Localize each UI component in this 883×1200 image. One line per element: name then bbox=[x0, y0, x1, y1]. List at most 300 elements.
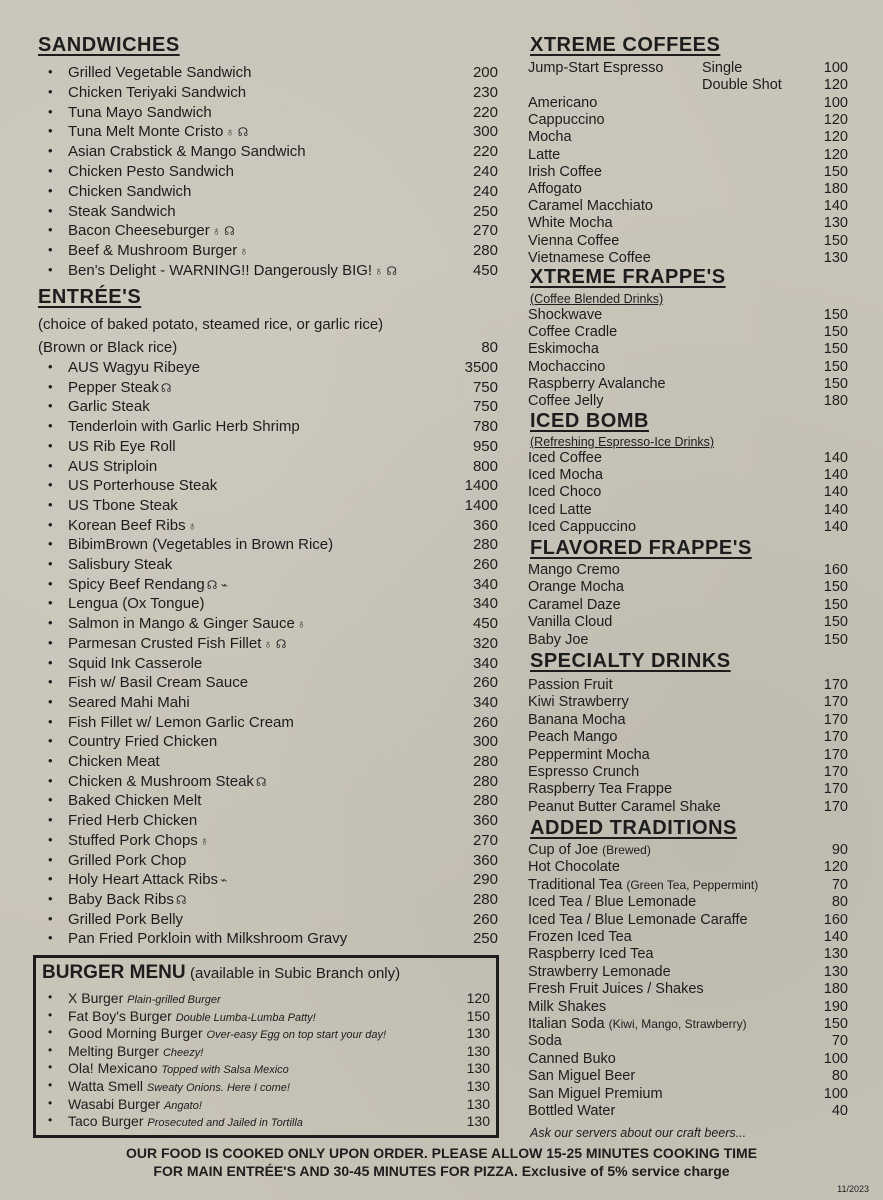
drink-note: (Brewed) bbox=[602, 843, 651, 857]
drink-item-row bbox=[528, 307, 848, 324]
item-name-text: Grilled Pork Belly bbox=[68, 910, 184, 928]
drink-item-row bbox=[528, 129, 848, 146]
item-price: 220 bbox=[472, 103, 498, 121]
drink-name-text: Latte bbox=[528, 146, 561, 163]
drink-item-row bbox=[528, 1103, 848, 1120]
espresso-double-price: 120 bbox=[823, 77, 848, 93]
drink-name-text: Shockwave bbox=[528, 307, 603, 323]
drink-name-text: Espresso Crunch bbox=[528, 764, 640, 780]
drink-price: 170 bbox=[823, 746, 848, 763]
bullet-icon: • bbox=[48, 1060, 53, 1075]
bullet-icon: • bbox=[48, 634, 53, 650]
bullet-icon: • bbox=[48, 1113, 53, 1128]
item-price: 280 bbox=[472, 536, 498, 554]
item-price: 340 bbox=[472, 654, 498, 672]
bullet-icon: • bbox=[48, 1042, 53, 1057]
drink-name-text: Iced Latte bbox=[528, 501, 592, 518]
entrees-rice-note: (Brown or Black rice) bbox=[38, 339, 178, 356]
item-name-text: Bacon Cheeseburger bbox=[68, 222, 210, 240]
drink-item-row bbox=[528, 164, 848, 181]
drink-item-row bbox=[528, 912, 848, 929]
item-price: 250 bbox=[472, 930, 498, 948]
drink-name bbox=[528, 484, 601, 500]
drink-item-row bbox=[528, 95, 848, 112]
item-name bbox=[68, 438, 176, 455]
item-name bbox=[68, 930, 347, 947]
drink-item-row bbox=[528, 1051, 848, 1068]
drink-price: 150 bbox=[823, 232, 848, 249]
item-name bbox=[68, 222, 235, 239]
drink-name-text: White Mocha bbox=[528, 215, 613, 232]
item-name-text: Baby Back Ribs bbox=[68, 890, 174, 908]
menu-item-row bbox=[36, 655, 498, 675]
item-price: 270 bbox=[472, 831, 498, 849]
drink-name bbox=[528, 981, 704, 997]
drink-name-text: Vanilla Cloud bbox=[528, 614, 613, 631]
bullet-icon: • bbox=[48, 242, 53, 258]
drink-item-row bbox=[528, 929, 848, 946]
footer-notice bbox=[0, 1144, 883, 1180]
menu-item-row bbox=[36, 497, 498, 517]
drink-name bbox=[528, 929, 632, 945]
burger-name bbox=[68, 1043, 203, 1059]
item-name-text: Pan Fried Porkloin with Milkshroom Gravy bbox=[68, 930, 348, 948]
bullet-icon: • bbox=[48, 831, 53, 847]
item-name bbox=[68, 64, 251, 81]
item-name bbox=[68, 792, 201, 809]
bullet-icon: • bbox=[48, 595, 53, 611]
item-name-text: US Tbone Steak bbox=[68, 496, 178, 514]
item-price: 320 bbox=[472, 634, 498, 652]
bullet-icon: • bbox=[48, 1007, 53, 1022]
item-name-text: Chicken Pesto Sandwich bbox=[68, 163, 234, 180]
item-name-text: Beef & Mushroom Burger bbox=[68, 242, 238, 260]
drink-name bbox=[528, 894, 696, 910]
menu-item-row bbox=[36, 398, 498, 418]
drink-item-row bbox=[528, 597, 848, 614]
drink-name-text: Mochaccino bbox=[528, 358, 606, 375]
burger-price: 130 bbox=[466, 1078, 490, 1094]
item-name-text: Pepper Steak bbox=[68, 378, 159, 396]
burger-desc: Prosecuted and Jailed in Tortilla bbox=[147, 1117, 303, 1130]
drink-price: 130 bbox=[823, 963, 848, 980]
drink-price: 100 bbox=[823, 1050, 848, 1067]
burger-desc: Double Lumba-Lumba Patty! bbox=[175, 1011, 316, 1024]
menu-item-row bbox=[36, 183, 498, 203]
burger-item-row bbox=[36, 1043, 496, 1060]
drink-price: 140 bbox=[823, 198, 848, 215]
menu-item-row bbox=[36, 458, 498, 478]
item-name-text: Grilled Vegetable Sandwich bbox=[68, 64, 252, 81]
drink-item-row bbox=[528, 250, 848, 267]
item-name bbox=[68, 477, 217, 494]
bullet-icon: • bbox=[48, 182, 53, 198]
menu-item-row bbox=[36, 733, 498, 753]
menu-item-row bbox=[36, 536, 498, 556]
drink-price: 140 bbox=[823, 518, 848, 535]
drink-name-text: Banana Mocha bbox=[528, 711, 626, 728]
drink-name-text: Italian Soda bbox=[528, 1016, 605, 1032]
burger-price: 120 bbox=[466, 990, 490, 1006]
bullet-icon: • bbox=[48, 202, 53, 218]
item-name-text: Salisbury Steak bbox=[68, 556, 173, 573]
drink-price: 80 bbox=[831, 1068, 848, 1085]
drink-name-text: Caramel Macchiato bbox=[528, 198, 653, 215]
burger-desc: Angato! bbox=[163, 1099, 202, 1112]
drink-item-row bbox=[528, 562, 848, 579]
drink-item-row bbox=[528, 1033, 848, 1050]
drink-name bbox=[528, 502, 592, 518]
drink-name-text: Iced Tea / Blue Lemonade bbox=[528, 894, 697, 911]
craft-beer-note: Ask our servers about our craft beers... bbox=[530, 1126, 747, 1140]
drink-item-row bbox=[528, 233, 848, 250]
burger-price: 130 bbox=[466, 1025, 490, 1042]
drink-item-row bbox=[528, 519, 848, 536]
drink-name bbox=[528, 307, 602, 323]
drink-name-text: Passion Fruit bbox=[528, 677, 613, 693]
item-name-text: Parmesan Crusted Fish Fillet bbox=[68, 634, 262, 652]
drink-price: 90 bbox=[831, 842, 848, 858]
drink-item-row bbox=[528, 502, 848, 519]
drink-price: 120 bbox=[823, 112, 848, 129]
drink-item-row bbox=[528, 376, 848, 393]
drink-item-row bbox=[528, 215, 848, 232]
drink-price: 140 bbox=[823, 467, 848, 484]
drink-name bbox=[528, 147, 560, 163]
drink-item-row bbox=[528, 341, 848, 358]
item-name-text: Tuna Melt Monte Cristo bbox=[68, 123, 224, 141]
item-name-text: AUS Wagyu Ribeye bbox=[68, 359, 200, 376]
iced-bomb-title: ICED BOMB bbox=[530, 410, 649, 432]
drink-item-row bbox=[528, 1068, 848, 1085]
drink-item-row bbox=[528, 842, 848, 859]
item-name bbox=[68, 143, 306, 160]
item-price: 200 bbox=[472, 64, 498, 81]
drink-name bbox=[528, 215, 613, 231]
item-name bbox=[68, 753, 160, 770]
drink-price: 150 bbox=[823, 579, 848, 596]
specialty-drinks-title: SPECIALTY DRINKS bbox=[530, 650, 731, 672]
espresso-single-label: Single bbox=[702, 60, 743, 76]
item-price: 260 bbox=[472, 713, 498, 731]
menu-item-row bbox=[36, 674, 498, 694]
drink-price: 120 bbox=[823, 859, 848, 876]
item-name-text: Squid Ink Casserole bbox=[68, 654, 203, 672]
drink-name-text: Strawberry Lemonade bbox=[528, 963, 671, 980]
item-name bbox=[68, 615, 306, 632]
menu-item-row bbox=[36, 222, 498, 242]
dietary-icon: ♁ ☊ bbox=[374, 264, 398, 278]
menu-item-row bbox=[36, 871, 498, 891]
burger-item-row bbox=[36, 990, 496, 1007]
drink-price: 150 bbox=[823, 1016, 848, 1032]
bullet-icon: • bbox=[48, 556, 53, 571]
menu-item-row bbox=[36, 694, 498, 714]
drink-name bbox=[528, 181, 582, 197]
drink-name-text: Raspberry Tea Frappe bbox=[528, 781, 673, 798]
drink-name bbox=[528, 376, 666, 392]
item-price: 450 bbox=[472, 262, 498, 279]
drink-price: 170 bbox=[823, 798, 848, 815]
drink-item-row bbox=[528, 859, 848, 876]
menu-item-row bbox=[36, 930, 498, 950]
item-name-text: Asian Crabstick & Mango Sandwich bbox=[68, 143, 306, 161]
drink-name-text: Eskimocha bbox=[528, 341, 599, 358]
drink-name-text: Affogato bbox=[528, 181, 582, 197]
bullet-icon: • bbox=[48, 693, 53, 709]
menu-item-row bbox=[36, 359, 498, 379]
item-price: 340 bbox=[472, 575, 498, 593]
bullet-icon: • bbox=[48, 262, 53, 277]
item-name bbox=[68, 84, 246, 101]
drink-price: 170 bbox=[823, 694, 848, 711]
item-name bbox=[68, 359, 200, 376]
burger-item-row bbox=[36, 1060, 496, 1077]
item-name bbox=[68, 655, 202, 672]
bullet-icon: • bbox=[48, 753, 53, 768]
drink-name-text: Peanut Butter Caramel Shake bbox=[528, 798, 721, 815]
item-price: 340 bbox=[472, 693, 498, 711]
menu-item-row bbox=[36, 714, 498, 734]
dietary-icon: ☊ bbox=[160, 380, 172, 395]
bullet-icon: • bbox=[48, 457, 53, 473]
menu-item-row bbox=[36, 576, 498, 596]
menu-item-row bbox=[36, 163, 498, 183]
menu-item-row bbox=[36, 517, 498, 537]
drink-name bbox=[528, 341, 599, 357]
bullet-icon: • bbox=[48, 792, 53, 808]
drink-name-text: Coffee Cradle bbox=[528, 324, 618, 341]
item-price: 270 bbox=[472, 222, 498, 240]
burger-name bbox=[68, 1096, 202, 1112]
item-name bbox=[68, 262, 397, 279]
item-price: 750 bbox=[472, 398, 498, 416]
item-price: 800 bbox=[472, 457, 498, 475]
drink-name-text: Traditional Tea bbox=[528, 876, 623, 893]
drink-name bbox=[528, 877, 758, 893]
drink-name-text: Milk Shakes bbox=[528, 998, 607, 1015]
menu-item-row bbox=[36, 104, 498, 124]
item-name-text: Salmon in Mango & Ginger Sauce bbox=[68, 615, 295, 633]
item-price: 750 bbox=[472, 378, 498, 396]
drink-name-text: Canned Buko bbox=[528, 1050, 616, 1067]
drink-name bbox=[528, 95, 597, 111]
drink-name-text: Irish Coffee bbox=[528, 163, 602, 180]
bullet-icon: • bbox=[48, 536, 53, 552]
menu-item-row bbox=[36, 143, 498, 163]
item-name bbox=[68, 852, 186, 869]
bullet-icon: • bbox=[48, 222, 53, 238]
item-price: 1400 bbox=[464, 496, 498, 514]
espresso-single-row bbox=[528, 60, 848, 77]
item-name bbox=[68, 536, 333, 553]
item-price: 230 bbox=[472, 83, 498, 101]
item-name bbox=[68, 576, 228, 593]
menu-item-row bbox=[36, 891, 498, 911]
drink-price: 120 bbox=[823, 146, 848, 163]
bullet-icon: • bbox=[48, 654, 53, 670]
burger-price: 150 bbox=[466, 1007, 490, 1024]
bullet-icon: • bbox=[48, 733, 53, 749]
item-name bbox=[68, 123, 248, 140]
burger-desc: Plain-grilled Burger bbox=[127, 994, 221, 1006]
drink-price: 150 bbox=[823, 324, 848, 341]
item-name bbox=[68, 871, 227, 888]
menu-item-row bbox=[36, 753, 498, 773]
bullet-icon: • bbox=[48, 496, 53, 512]
drink-name-text: Coffee Jelly bbox=[528, 393, 604, 409]
footer-line-1: OUR FOOD IS COOKED ONLY UPON ORDER. PLEASE ALLOW 15-25 MINUTES COOKING TIME bbox=[125, 1145, 758, 1161]
burger-menu-box bbox=[33, 955, 499, 1138]
item-price: 260 bbox=[472, 556, 498, 573]
item-name bbox=[68, 694, 190, 711]
drink-price: 150 bbox=[823, 341, 848, 358]
drink-name bbox=[528, 799, 721, 815]
drink-name bbox=[528, 1051, 616, 1067]
bullet-icon: • bbox=[48, 64, 53, 79]
drink-price: 80 bbox=[831, 894, 848, 911]
xtreme-coffees-title: XTREME COFFEES bbox=[530, 34, 721, 56]
item-name-text: AUS Striploin bbox=[68, 457, 158, 475]
burger-name bbox=[68, 1113, 303, 1129]
drink-name-text: Iced Choco bbox=[528, 484, 602, 501]
item-price: 300 bbox=[472, 123, 498, 141]
drink-item-row bbox=[528, 147, 848, 164]
bullet-icon: • bbox=[48, 871, 53, 887]
drink-item-row bbox=[528, 964, 848, 981]
burger-name-text: Good Morning Burger bbox=[68, 1025, 203, 1042]
bullet-icon: • bbox=[48, 713, 53, 729]
item-price: 290 bbox=[472, 871, 498, 889]
item-name bbox=[68, 714, 294, 731]
drink-item-row bbox=[528, 579, 848, 596]
bullet-icon: • bbox=[48, 812, 53, 828]
drink-name-text: Hot Chocolate bbox=[528, 859, 620, 876]
bullet-icon: • bbox=[48, 143, 53, 159]
entrees-rice-price: 80 bbox=[481, 339, 498, 356]
item-name-text: Country Fried Chicken bbox=[68, 733, 218, 751]
menu-item-row bbox=[36, 773, 498, 793]
drink-item-row bbox=[528, 359, 848, 376]
drink-price: 170 bbox=[823, 764, 848, 780]
menu-item-row bbox=[36, 615, 498, 635]
drink-item-row bbox=[528, 1016, 848, 1033]
drink-item-row bbox=[528, 467, 848, 484]
dietary-icon: ♁ bbox=[296, 617, 306, 632]
drink-name bbox=[528, 1068, 635, 1084]
menu-item-row bbox=[36, 262, 498, 282]
bullet-icon: • bbox=[48, 398, 53, 414]
drink-name bbox=[528, 764, 639, 780]
menu-item-row bbox=[36, 84, 498, 104]
item-name-text: Seared Mahi Mahi bbox=[68, 693, 190, 711]
item-price: 280 bbox=[472, 890, 498, 908]
drink-note: (Kiwi, Mango, Strawberry) bbox=[608, 1017, 747, 1031]
menu-item-row bbox=[36, 477, 498, 497]
item-name-text: Baked Chicken Melt bbox=[68, 792, 202, 810]
menu-item-row bbox=[36, 595, 498, 615]
espresso-double-row bbox=[528, 77, 848, 94]
drink-name bbox=[528, 112, 605, 128]
burger-name bbox=[68, 990, 221, 1006]
drink-name bbox=[528, 164, 602, 180]
burger-desc: Topped with Salsa Mexico bbox=[161, 1064, 289, 1077]
bullet-icon: • bbox=[48, 772, 53, 788]
item-name-text: Spicy Beef Rendang bbox=[68, 575, 205, 593]
item-price: 260 bbox=[472, 910, 498, 928]
item-price: 780 bbox=[472, 418, 498, 436]
item-name bbox=[68, 183, 191, 200]
menu-item-row bbox=[36, 438, 498, 458]
drink-price: 140 bbox=[823, 484, 848, 501]
xtreme-frappes-subtitle: (Coffee Blended Drinks) bbox=[530, 292, 664, 306]
bullet-icon: • bbox=[48, 674, 53, 690]
bullet-icon: • bbox=[48, 1078, 53, 1092]
burger-price: 130 bbox=[466, 1113, 490, 1130]
item-name-text: Fried Herb Chicken bbox=[68, 812, 198, 830]
drink-name bbox=[528, 250, 651, 266]
drink-name-text: Orange Mocha bbox=[528, 579, 624, 596]
menu-date: 11/2023 bbox=[837, 1184, 869, 1194]
bullet-icon: • bbox=[48, 851, 53, 867]
item-name-text: Tenderloin with Garlic Herb Shrimp bbox=[68, 418, 300, 436]
item-name-text: US Rib Eye Roll bbox=[68, 437, 176, 455]
drink-price: 130 bbox=[823, 946, 848, 963]
burger-name bbox=[68, 1078, 290, 1094]
drink-name bbox=[528, 946, 653, 962]
bullet-icon: • bbox=[48, 615, 53, 631]
item-price: 360 bbox=[472, 516, 498, 534]
drink-item-row bbox=[528, 894, 848, 911]
drink-item-row bbox=[528, 198, 848, 215]
item-name-text: Chicken Teriyaki Sandwich bbox=[68, 83, 247, 101]
bullet-icon: • bbox=[48, 163, 53, 178]
drink-price: 100 bbox=[823, 95, 848, 111]
item-price: 950 bbox=[472, 437, 498, 455]
menu-item-row bbox=[36, 379, 498, 399]
burger-item-row bbox=[36, 1025, 496, 1042]
drink-name-text: Mocha bbox=[528, 129, 572, 146]
burger-name-text: Wasabi Burger bbox=[68, 1095, 161, 1112]
drink-price: 140 bbox=[823, 929, 848, 945]
drink-item-row bbox=[528, 712, 848, 729]
drink-name-text: Iced Mocha bbox=[528, 467, 603, 484]
entrees-title: ENTRÉE'S bbox=[38, 286, 142, 308]
item-name bbox=[68, 556, 172, 573]
drink-item-row bbox=[528, 999, 848, 1016]
item-name bbox=[68, 674, 248, 691]
burger-price: 130 bbox=[466, 1095, 490, 1112]
drink-name bbox=[528, 1016, 747, 1032]
bullet-icon: • bbox=[48, 437, 53, 453]
item-name bbox=[68, 595, 205, 612]
menu-item-row bbox=[36, 556, 498, 576]
drink-price: 150 bbox=[823, 631, 848, 648]
item-price: 3500 bbox=[464, 359, 498, 376]
iced-bomb-subtitle: (Refreshing Espresso-Ice Drinks) bbox=[530, 435, 715, 449]
espresso-single-price: 100 bbox=[823, 60, 848, 76]
burger-desc: Cheezy! bbox=[162, 1046, 204, 1059]
drink-name-text: Raspberry Avalanche bbox=[528, 375, 666, 392]
drink-name-text: Americano bbox=[528, 95, 598, 111]
drink-item-row bbox=[528, 450, 848, 467]
bullet-icon: • bbox=[48, 930, 53, 946]
item-price: 240 bbox=[472, 163, 498, 180]
drink-price: 180 bbox=[823, 981, 848, 998]
drink-price: 130 bbox=[823, 215, 848, 232]
item-name bbox=[68, 911, 183, 928]
item-price: 360 bbox=[472, 812, 498, 830]
